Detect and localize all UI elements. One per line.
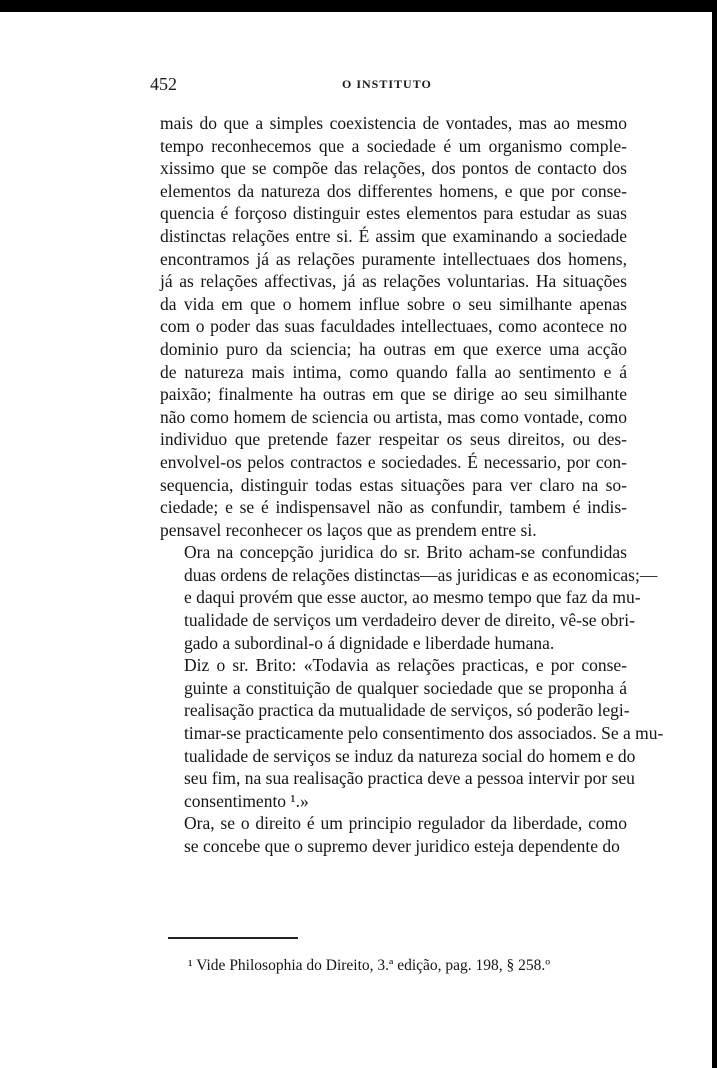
text-line: e daqui provém que esse auctor, ao mesmo tempo que faz da mu- [184,587,641,608]
text-line: encontramos já as relações puramente intellectuaes dos homens, [160,248,627,269]
text-line: consentimento ¹.» [184,790,309,811]
book-page [0,12,712,1068]
text-line: guinte a constituição de qualquer sociedade que se proponha á [184,677,627,698]
paragraph [160,812,627,857]
text-line: tempo reconhecemos que a sociedade é um organismo comple- [160,135,627,156]
text-line: realisação practica da mutualidade de serviços, só poderão legi- [184,700,630,721]
text-line: individuo que pretende fazer respeitar os seus direitos, ou des- [160,429,627,450]
text-line: tualidade de serviços se induz da natureza social do homem e do [184,745,636,766]
text-line: com o poder das suas faculdades intellectuaes, como acontece no [160,316,627,337]
text-line: já as relações affectivas, já as relações voluntarias. Ha situações [160,271,627,292]
text-line: tualidade de serviços um verdadeiro dever de direito, vê-se obri- [184,610,635,631]
text-line: duas ordens de relações distinctas—as juridicas e as economicas;— [184,564,658,585]
text-line: sequencia, distinguir todas estas situações para ver claro na so- [160,474,627,495]
text-line: de natureza mais intima, como quando falla ao sentimento e á [160,361,627,382]
footnote-divider [168,937,298,939]
text-line: não como homem de sciencia ou artista, mas como vontade, como [160,406,627,427]
footnote: ¹ Vide Philosophia do Direito, 3.ª edição, pag. 198, § 258.º [188,957,551,974]
text-line: Ora na concepção juridica do sr. Brito acham-se confundidas [184,542,627,563]
text-line: Ora, se o direito é um principio regulador da liberdade, como [184,813,627,834]
text-line: seu fim, na sua realisação practica deve a pessoa intervir por seu [184,768,635,789]
running-title: O INSTITUTO [342,77,432,91]
text-line: xissimo que se compõe das relações, dos pontos de contacto dos [160,158,627,179]
text-line: envolvel-os pelos contractos e sociedades. É necessario, por con- [160,451,627,472]
text-line: Diz o sr. Brito: «Todavia as relações practicas, e por conse- [184,655,627,676]
text-line: se concebe que o supremo dever juridico esteja dependente do [184,836,620,856]
body-text [160,112,664,858]
text-line: da vida em que o homem influe sobre o seu similhante apenas [160,293,627,314]
text-line: paixão; finalmente ha outras em que se dirige ao seu similhante [160,384,627,405]
paragraph [160,112,627,541]
text-line: ciedade; e se é indispensavel não as confundir, tambem é indis- [160,497,627,518]
text-line: distinctas relações entre si. É assim que examinando a sociedade [160,225,627,246]
text-line: quencia é forçoso distinguir estes elementos para estudar as suas [160,203,627,224]
page-header [150,74,630,96]
text-line: gado a subordinal-o á dignidade e liberdade humana. [184,632,555,653]
text-line: timar-se practicamente pelo consentimento dos associados. Se a mu- [184,723,664,744]
text-line: elementos da natureza dos differentes homens, e que por conse- [160,180,627,201]
text-line: mais do que a simples coexistencia de vontades, mas ao mesmo [160,113,627,133]
text-line: dominio puro da sciencia; ha outras em que exerce uma acção [160,338,627,359]
text-line: pensavel reconhecer os laços que as prendem entre si. [160,519,537,540]
paragraph [160,654,664,812]
paragraph [160,541,658,654]
page-number: 452 [150,74,177,94]
